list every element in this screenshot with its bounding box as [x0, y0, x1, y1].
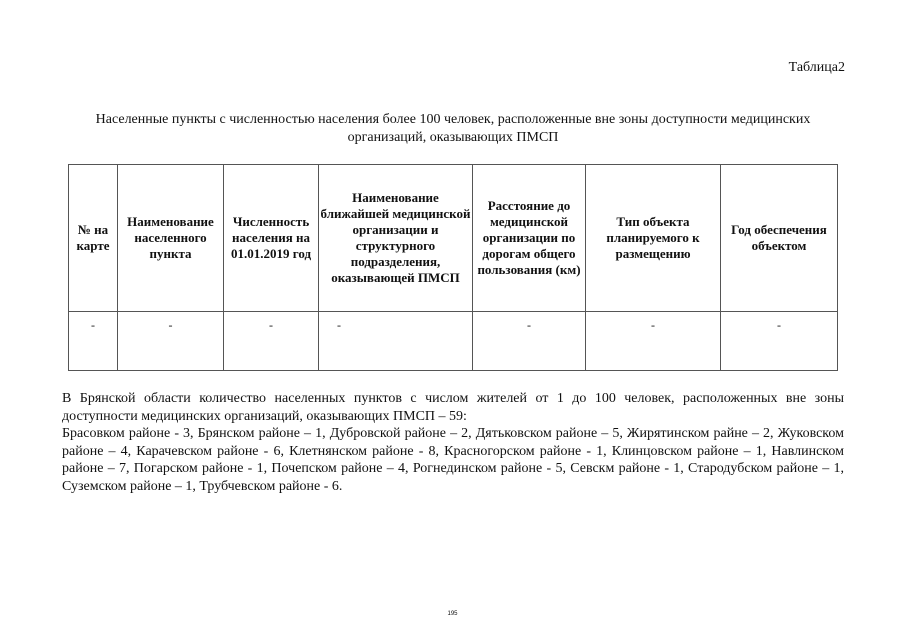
table-cell: - — [118, 312, 224, 371]
header-distance: Расстояние до медицинской организации по дорогам общего пользования (км) — [473, 165, 586, 312]
header-settlement-name: Наименование населенного пункта — [118, 165, 224, 312]
table-cell: - — [586, 312, 721, 371]
header-map-number: № на карте — [69, 165, 118, 312]
document-title: Населенные пункты с численностью населения более 100 человек, расположенные вне зоны доступности медицинских организаций, оказывающих ПМСП — [95, 112, 811, 145]
paragraph-summary: В Брянской области количество населенных пунктов с числом жителей от 1 до 100 человек, расположенных вне зоны доступности медицинских организаций, оказывающих ПМСП – 59: — [62, 391, 844, 424]
header-nearest-medical-organization: Наименование ближайшей медицинской организации и структурного подразделения, оказывающей ПМСП — [319, 165, 473, 312]
table-cell: - — [721, 312, 838, 371]
page-number: 195 — [447, 611, 458, 617]
table-cell: - — [69, 312, 118, 371]
table-header-row — [69, 165, 838, 312]
header-population: Численность населения на 01.01.2019 год — [224, 165, 319, 312]
table-row — [69, 312, 838, 371]
header-year: Год обеспечения объектом — [721, 165, 838, 312]
settlements-table — [68, 164, 838, 371]
table-cell: - — [224, 312, 319, 371]
table-cell: - — [319, 312, 473, 371]
table-label: Таблица2 — [788, 60, 845, 75]
body-text — [62, 390, 844, 495]
table-cell: - — [473, 312, 586, 371]
paragraph-districts: Брасовком районе - 3, Брянском районе – 1, Дубровской районе – 2, Дятьковском районе – 5, Жирятинском райне – 2, Жуковском районе – 4, Карачевском районе - 6, Клетнянском районе - 8, Красногорском районе - 1, Клинцовском районе – 1, Навлинском районе – 7, Погарском районе - 1, Почепском районе – 4, Рогнединском районе - 5, Севскм районе - 1, Стародубском районе – 1, Суземском районе – 1, Трубчевском районе - 6. — [62, 426, 844, 494]
header-object-type: Тип объекта планируемого к размещению — [586, 165, 721, 312]
